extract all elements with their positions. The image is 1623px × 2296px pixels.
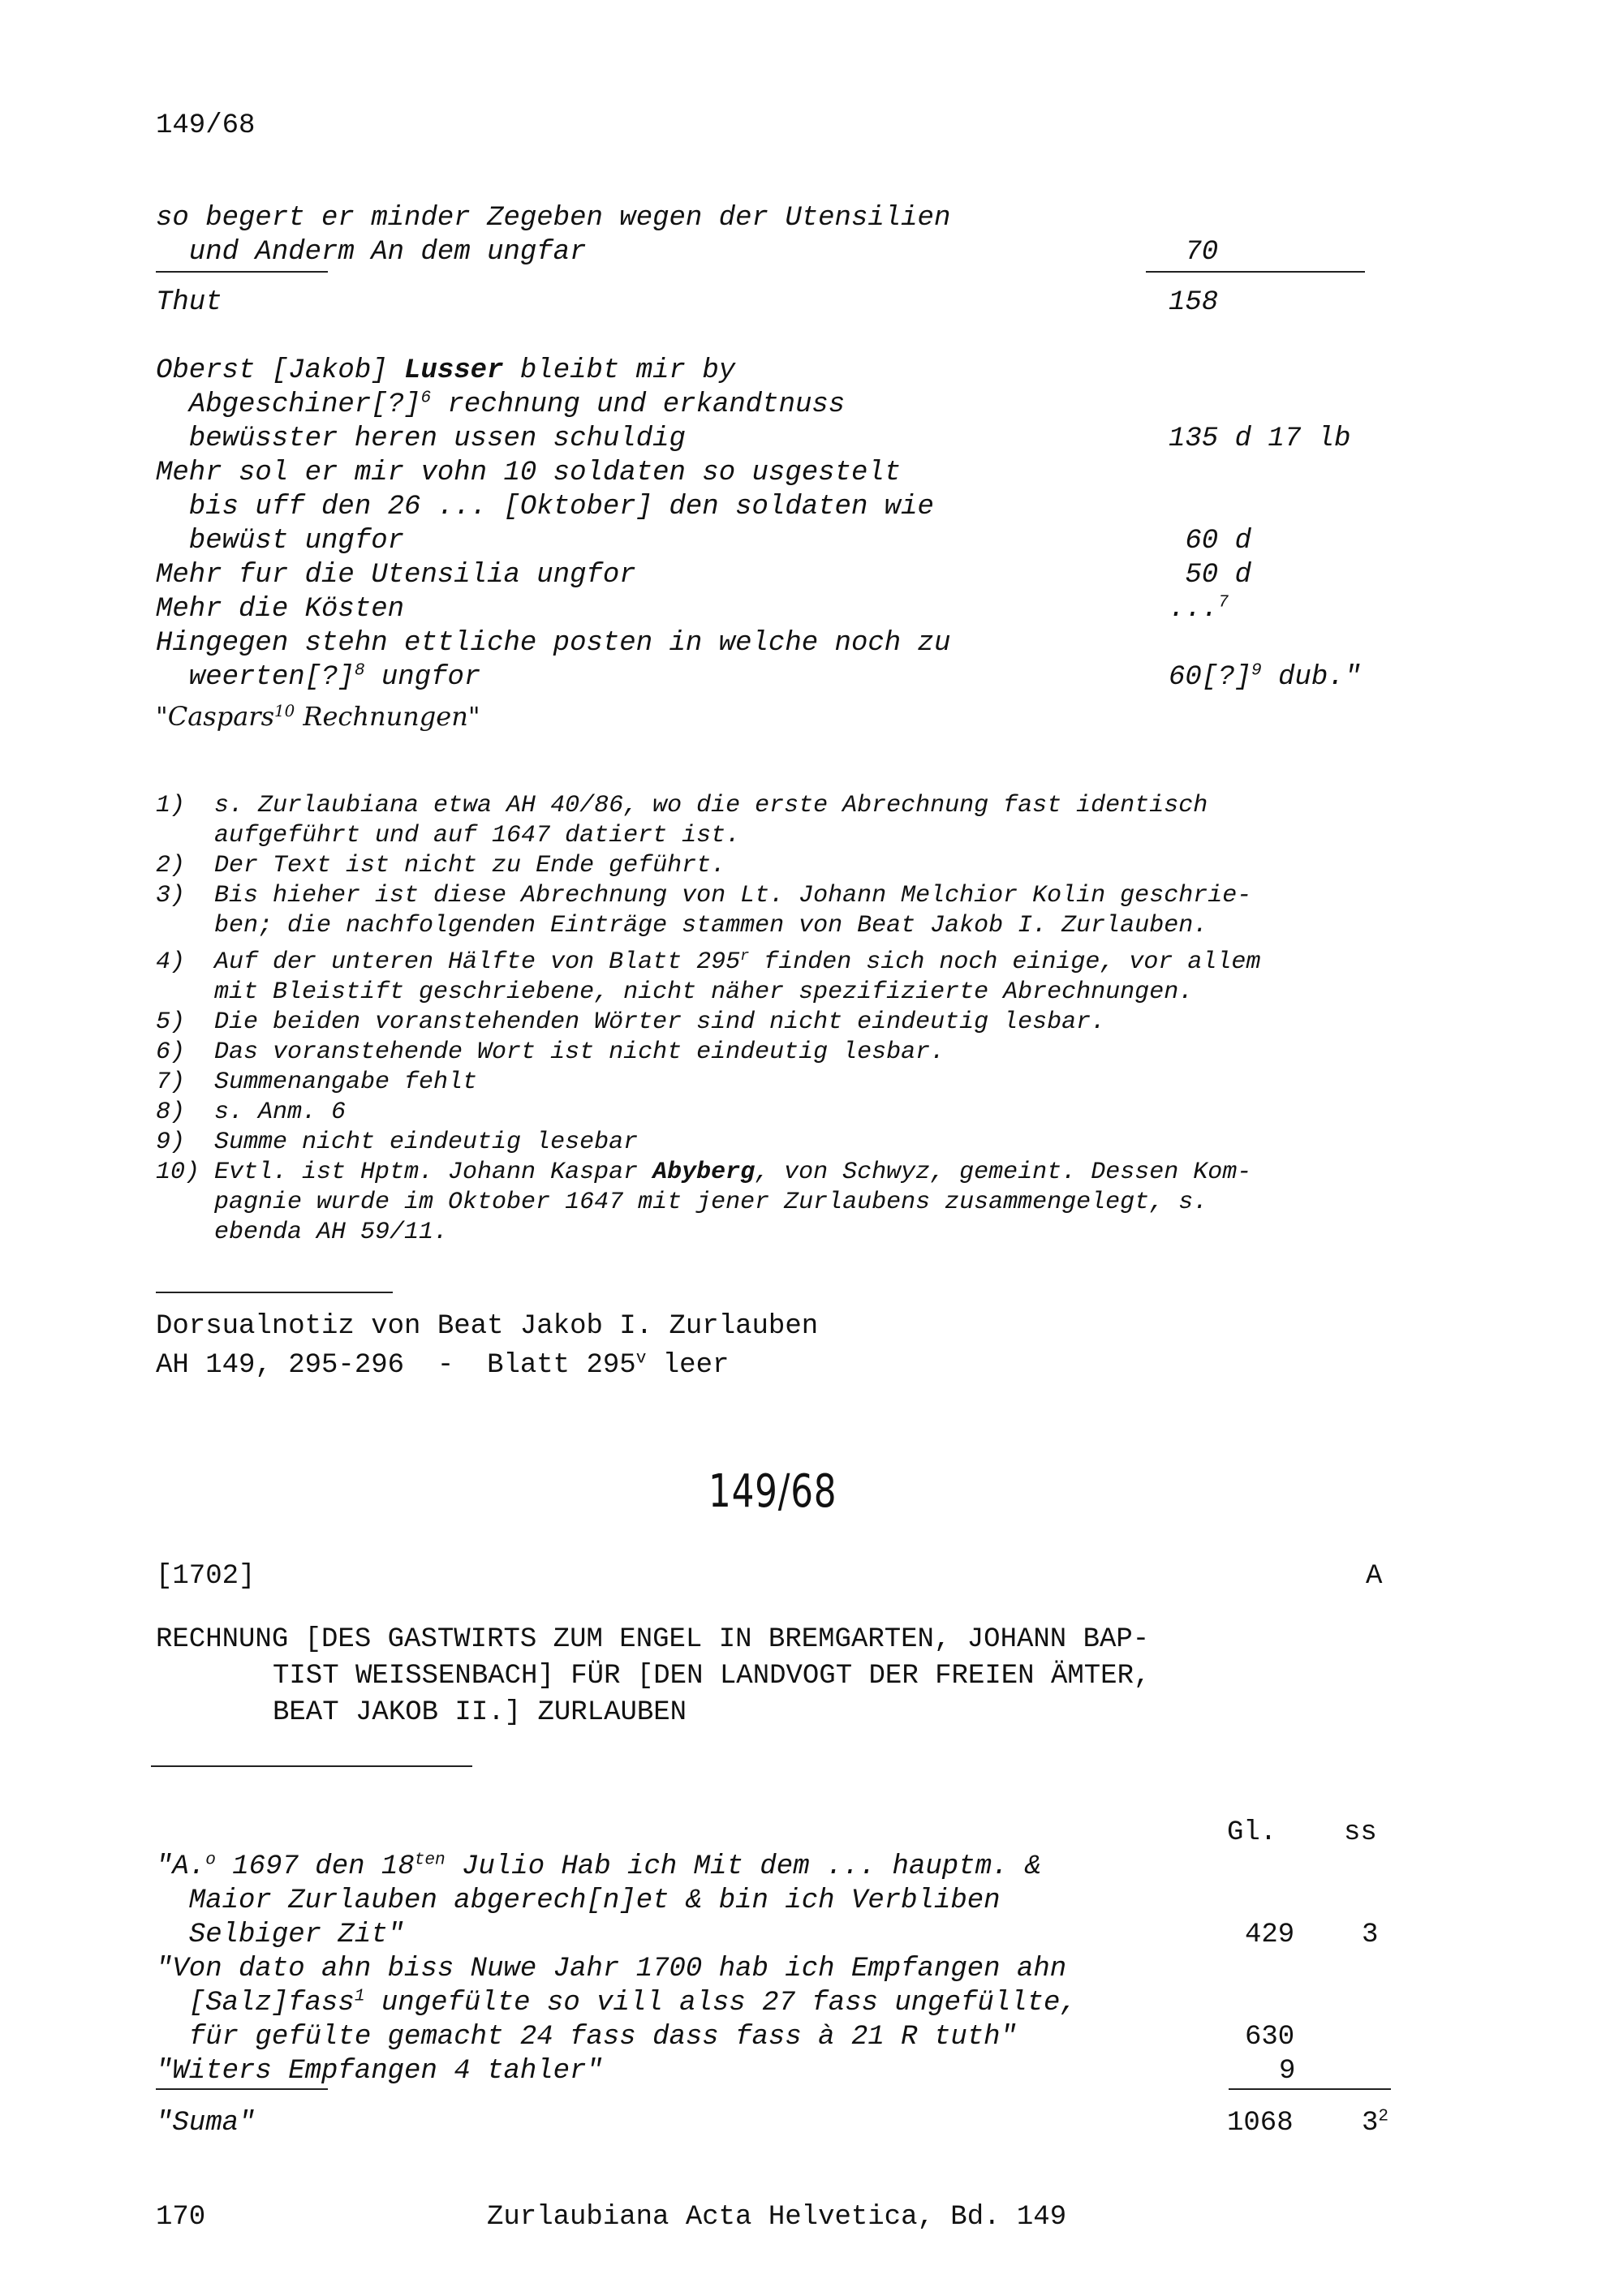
footnote-number: 2): [156, 852, 186, 879]
footnote-ref: 7: [1218, 592, 1229, 613]
ledger-amount: 70: [1169, 237, 1219, 268]
document-date: [1702]: [156, 1561, 256, 1592]
footnote-text: s. Anm. 6: [214, 1099, 347, 1126]
footnote-number: 9): [156, 1129, 186, 1156]
document-number: 149/68: [708, 1465, 837, 1518]
row-text: Julio Hab ich Mit dem ... hauptm. &: [445, 1851, 1042, 1882]
footnote-text: s. Zurlaubiana etwa AH 40/86, wo die erste Abrechnung fast identisch: [214, 792, 1208, 819]
footnote-text: [214, 1158, 1251, 1188]
ledger-text: Oberst [Jakob]: [156, 355, 405, 386]
amount-text: 60[?]: [1169, 662, 1252, 693]
ledger-line: Mehr die Kösten: [156, 594, 405, 625]
footnote-number: 1): [156, 792, 186, 819]
sum-rule-left: [156, 2088, 328, 2090]
footnote-text: mit Bleistift geschriebene, nicht näher spezifizierte Abrechnungen.: [214, 978, 1194, 1006]
amount-gulden: 630: [1245, 2022, 1295, 2053]
ledger-text: weerten[?]: [156, 662, 355, 693]
ledger-line: [156, 354, 735, 388]
superscript: ten: [414, 1850, 446, 1870]
column-header-schilling: ss: [1344, 1817, 1377, 1848]
footnote-ref: 2: [1378, 2106, 1389, 2126]
ledger-line: Hingegen stehn ettliche posten in welche noch zu: [156, 628, 951, 659]
page-code: 149/68: [156, 110, 256, 141]
footnote-text: ben; die nachfolgenden Einträge stammen von Beat Jakob I. Zurlauben.: [214, 912, 1208, 939]
table-row: "Witers Empfangen 4 tahler": [156, 2056, 603, 2087]
archive-reference-text: leer: [646, 1350, 730, 1381]
footnote-ref: 9: [1251, 660, 1262, 681]
footnote-text: Summenangabe fehlt: [214, 1068, 478, 1096]
footnote-text: [214, 948, 1260, 978]
total-label: "Suma": [156, 2108, 256, 2139]
ledger-line: [156, 388, 845, 422]
table-row: "Von dato ahn biss Nuwe Jahr 1700 hab ich Empfangen ahn: [156, 1954, 1067, 1984]
amount-text: ...: [1169, 594, 1219, 625]
total-schilling: [1362, 2106, 1388, 2140]
table-row: Selbiger Zit": [156, 1920, 405, 1950]
person-name: Lusser: [404, 355, 504, 386]
row-text: 1697 den 18: [215, 1851, 415, 1882]
archive-reference: [156, 1348, 729, 1382]
ledger-text: rechnung und erkandtnuss: [431, 389, 846, 420]
person-name: Abyberg: [652, 1159, 756, 1186]
amount-gulden: 429: [1245, 1920, 1295, 1950]
footnote-number: 7): [156, 1068, 186, 1096]
footnote-text: pagnie wurde im Oktober 1647 mit jener Zurlaubens zusammengelegt, s.: [214, 1189, 1208, 1216]
table-row: für gefülte gemacht 24 fass dass fass à 21 R tuth": [156, 2022, 1017, 2053]
footnote-ref: 10: [273, 702, 295, 721]
ledger-line: und Anderm An dem ungfar: [156, 237, 587, 268]
total-schilling-value: 3: [1362, 2108, 1379, 2139]
row-text: [Salz]fass: [156, 1988, 355, 2019]
footnote-text-part: Evtl. ist Hptm. Johann Kaspar: [214, 1159, 653, 1186]
ledger-amount: [1169, 592, 1229, 626]
subtotal-rule-left: [156, 271, 328, 273]
table-row: Maior Zurlauben abgerech[n]et & bin ich Verbliben: [156, 1885, 1001, 1916]
signature-text: "Caspars: [156, 701, 274, 732]
footnote-ref: 8: [354, 660, 365, 681]
footnote-text-part: finden sich noch einige, vor allem: [749, 948, 1261, 976]
ledger-text: ungfor: [364, 662, 481, 693]
footnote-number: 4): [156, 948, 186, 976]
subtotal-rule-right: [1146, 271, 1365, 273]
footnote-number: 8): [156, 1099, 186, 1126]
footnote-text-part: , von Schwyz, gemeint. Dessen Kom-: [755, 1159, 1252, 1186]
ledger-line: bewüsster heren ussen schuldig: [156, 424, 686, 454]
total-gulden: 1068: [1227, 2108, 1294, 2139]
archive-reference-text: AH 149, 295-296 - Blatt 295: [156, 1350, 636, 1381]
folio-side: r: [740, 947, 750, 965]
signature-line: [156, 701, 480, 732]
footnote-text: Summe nicht eindeutig lesebar: [214, 1129, 639, 1156]
footnote-text: Bis hieher ist diese Abrechnung von Lt. Johann Melchior Kolin geschrie-: [214, 882, 1252, 909]
ledger-amount: [1169, 660, 1361, 694]
series-title: Zurlaubiana Acta Helvetica, Bd. 149: [487, 2202, 1067, 2233]
ledger-amount: 135 d 17 lb: [1169, 424, 1351, 454]
ledger-line: [156, 660, 480, 694]
ledger-amount: 60 d: [1169, 526, 1252, 557]
footnote-text: aufgeführt und auf 1647 datiert ist.: [214, 822, 741, 849]
footnote-number: 10): [156, 1159, 200, 1186]
column-header-gulden: Gl.: [1227, 1817, 1277, 1848]
ledger-text: bleibt mir by: [503, 355, 736, 386]
sum-rule-right: [1229, 2088, 1391, 2090]
footnote-text: Der Text ist nicht zu Ende geführt.: [214, 852, 726, 879]
ledger-amount: 50 d: [1169, 560, 1252, 591]
page-number: 170: [156, 2202, 206, 2233]
footnote-number: 6): [156, 1038, 186, 1066]
amount-schilling: 3: [1362, 1920, 1379, 1950]
table-row: [156, 1986, 1077, 2020]
signature-text: Rechnungen": [295, 701, 480, 732]
amount-text: dub.": [1261, 662, 1362, 693]
footnote-ref: 1: [354, 1986, 365, 2006]
footnote-text-part: Auf der unteren Hälfte von Blatt 295: [214, 948, 741, 976]
ledger-line: Mehr fur die Utensilia ungfor: [156, 560, 636, 591]
document-title: BEAT JAKOB II.] ZURLAUBEN: [273, 1697, 687, 1728]
folio-side: v: [635, 1348, 647, 1369]
footnote-text: Das voranstehende Wort ist nicht eindeutig lesbar.: [214, 1038, 945, 1066]
footnote-text: Die beiden voranstehenden Wörter sind nicht eindeutig lesbar.: [214, 1008, 1106, 1036]
ledger-amount: 158: [1169, 287, 1219, 318]
document-title: TIST WEISSENBACH] FÜR [DEN LANDVOGT DER FREIEN ÄMTER,: [273, 1661, 1151, 1692]
ledger-line: so begert er minder Zegeben wegen der Utensilien: [156, 203, 951, 234]
amount-gulden: 9: [1279, 2056, 1296, 2087]
ledger-line: Thut: [156, 287, 222, 318]
document-letter: A: [1366, 1561, 1383, 1592]
ledger-line: bewüst ungfor: [156, 526, 405, 557]
document-title: RECHNUNG [DES GASTWIRTS ZUM ENGEL IN BREMGARTEN, JOHANN BAP-: [156, 1624, 1150, 1655]
dorsal-note: Dorsualnotiz von Beat Jakob I. Zurlauben: [156, 1311, 819, 1342]
footnote-ref: 6: [420, 388, 432, 408]
ledger-text: Abgeschiner[?]: [156, 389, 421, 420]
row-text: ungefülte so vill alss 27 fass ungefüllte,: [364, 1988, 1077, 2019]
section-divider: [156, 1292, 393, 1293]
ledger-line: Mehr sol er mir vohn 10 soldaten so usgestelt: [156, 458, 902, 488]
footnote-number: 5): [156, 1008, 186, 1036]
table-row: [156, 1850, 1041, 1884]
superscript: o: [205, 1850, 216, 1870]
ledger-line: bis uff den 26 ... [Oktober] den soldaten wie: [156, 492, 934, 522]
row-text: "A.: [156, 1851, 206, 1882]
title-divider: [151, 1765, 472, 1767]
footnote-text: ebenda AH 59/11.: [214, 1219, 449, 1246]
footnote-number: 3): [156, 882, 186, 909]
